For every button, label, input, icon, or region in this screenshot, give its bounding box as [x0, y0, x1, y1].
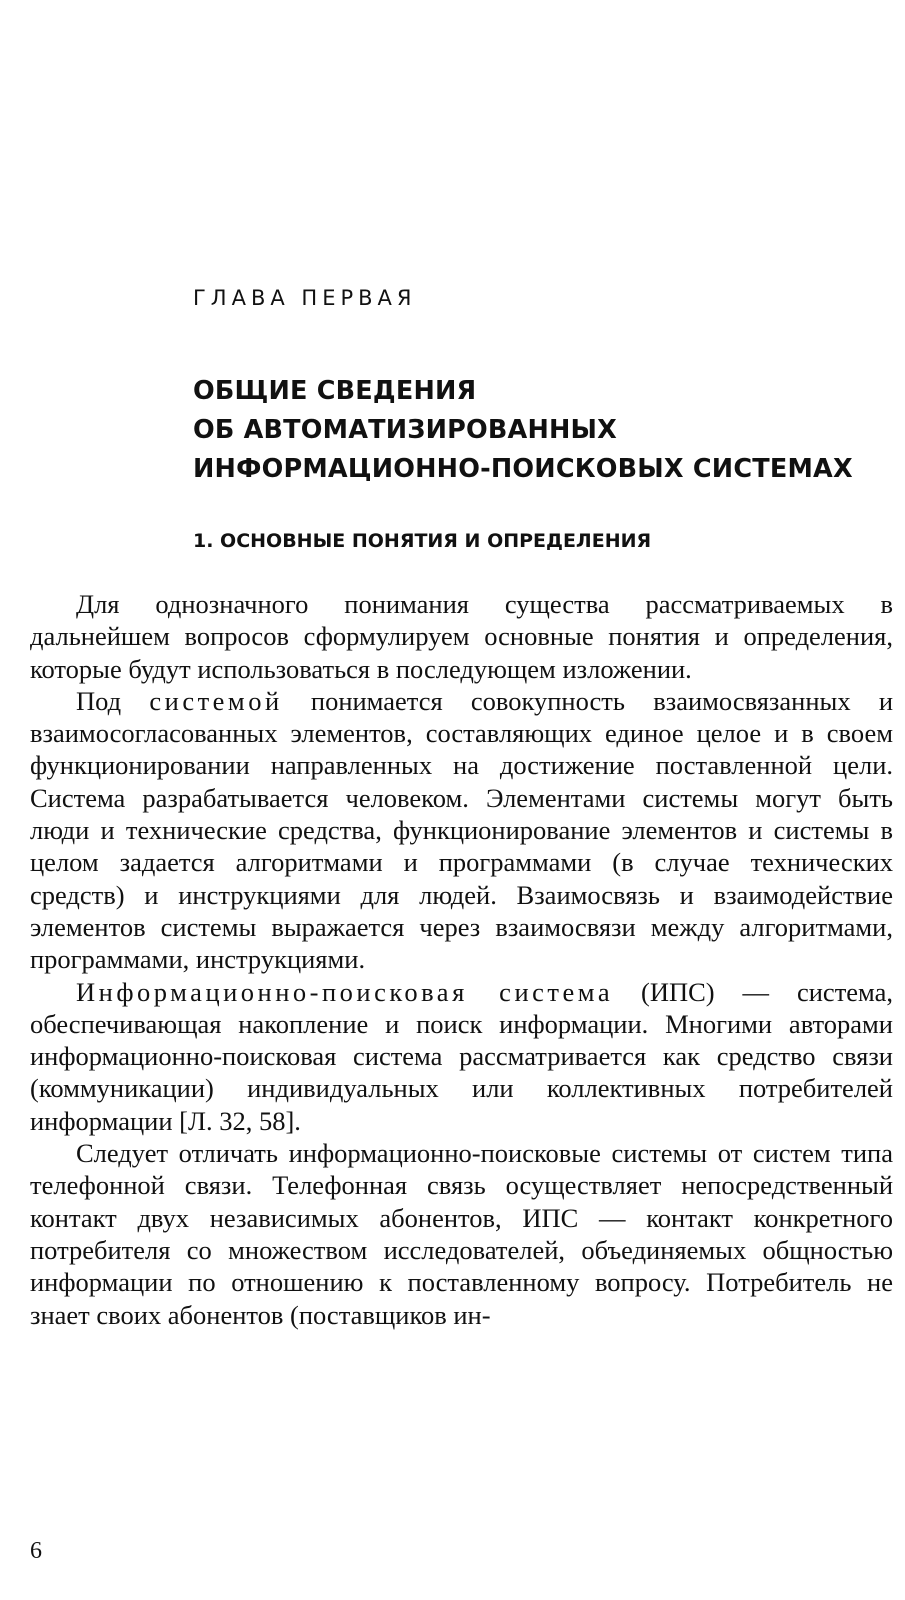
paragraph-text: (ИПС) — система, обеспечивающая накопление и поиск информации. Многими авторами информационно-поисковая система рассматривается как средство связи (коммуникации) индивидуальных или коллективных потребителей информации [Л. 32, 58].: [30, 976, 894, 1136]
term-system: системой: [149, 685, 283, 716]
paragraph-lead: Под: [76, 685, 122, 716]
paragraph: Для однозначного понимания существа рассматриваемых в дальнейшем вопросов сформулируем основные понятия и определения, которые будут использоваться в последующем изложении.: [30, 589, 893, 684]
chapter-title-line: ИНФОРМАЦИОННО-ПОИСКОВЫХ СИСТЕМАХ: [193, 454, 853, 484]
page-number: 6: [30, 1538, 42, 1564]
chapter-title: [193, 372, 898, 489]
paragraph: Следует отличать информационно-поисковые системы от систем типа телефонной связи. Телефонная связь осуществляет непосредственный контакт двух независимых абонентов, ИПС — контакт конкретного потребителя со множеством исследователей, объединяемых общностью информации по отношению к поставленному вопросу. Потребитель не знает своих абонентов (поставщиков ин-: [30, 1138, 893, 1330]
paragraph-text: понимается совокупность взаимосвязанных и взаимосогласованных элементов, составляющих единое целое и в своем функционировании направленных на достижение поставленной цели. Система разрабатывается человеком. Элементами системы могут быть люди и технические средства, функционирование элементов и системы в целом задается алгоритмами и программами (в случае технических средств) и инструкциями для людей. Взаимосвязь и взаимодействие элементов системы выражается через взаимосвязи между алгоритмами, программами, инструкциями.: [30, 685, 894, 975]
chapter-label: ГЛАВА ПЕРВАЯ: [193, 286, 417, 310]
paragraph: [30, 685, 893, 976]
chapter-title-line: ОБ АВТОМАТИЗИРОВАННЫХ: [193, 415, 618, 445]
body-text: [30, 588, 893, 1331]
section-heading: 1. ОСНОВНЫЕ ПОНЯТИЯ И ОПРЕДЕЛЕНИЯ: [193, 530, 652, 552]
term-ips: Информационно-поисковая система: [76, 976, 614, 1007]
chapter-title-line: ОБЩИЕ СВЕДЕНИЯ: [193, 376, 477, 406]
paragraph: [30, 976, 893, 1137]
